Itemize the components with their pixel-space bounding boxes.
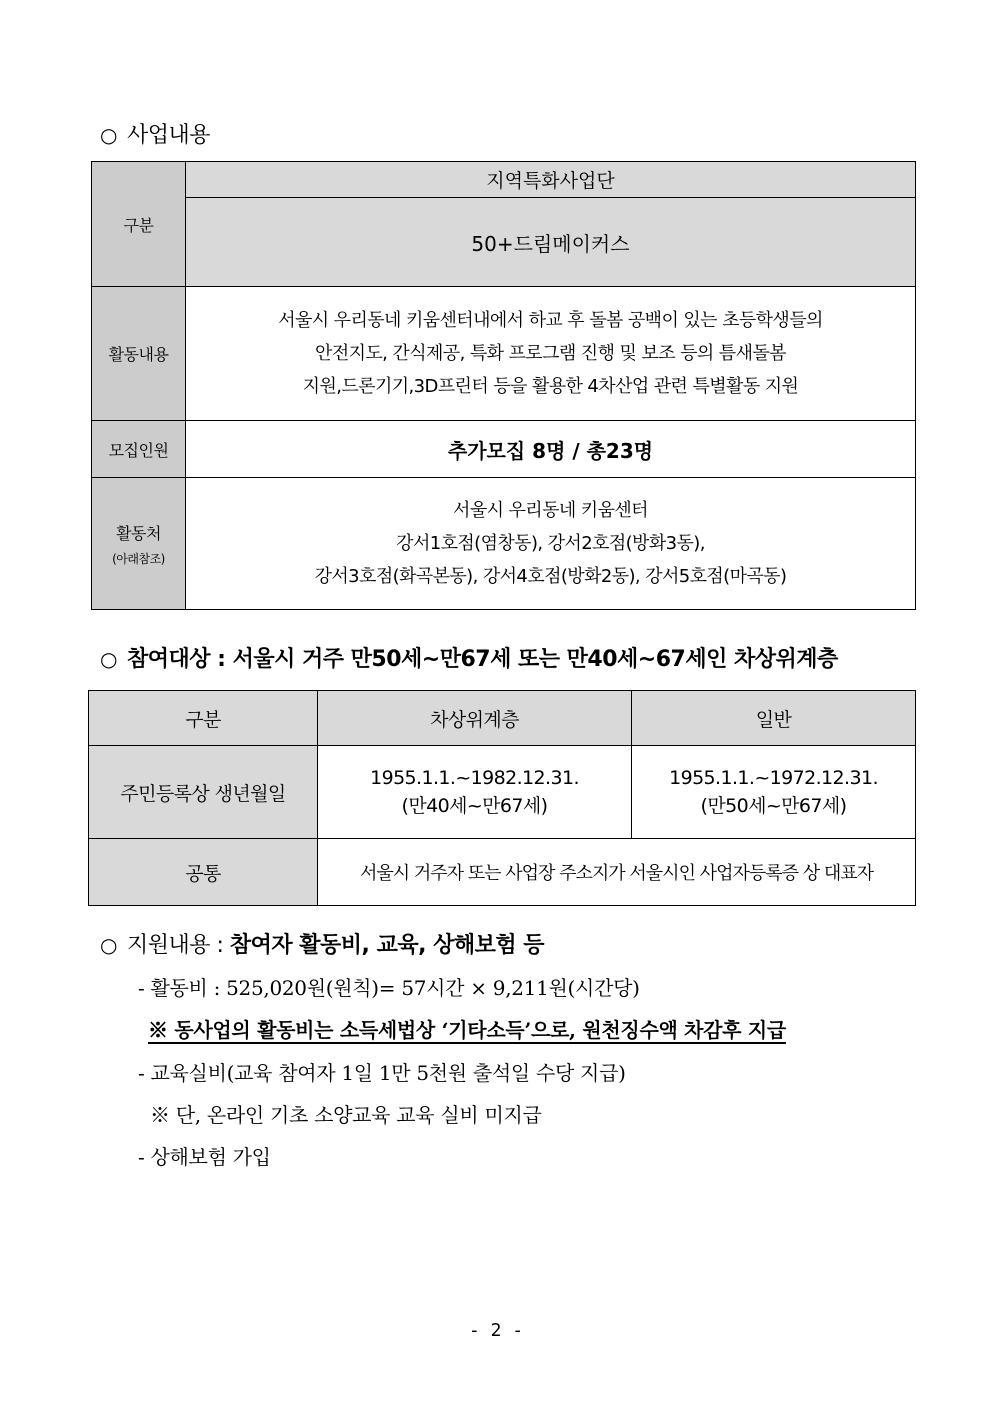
header-low-income: 차상위계층: [318, 691, 632, 746]
common-value: 서울시 거주자 또는 사업장 주소지가 서울시인 사업자등록증 상 대표자: [318, 839, 916, 906]
section-title-business: [100, 118, 210, 149]
activity-line: 안전지도, 간식제공, 특화 프로그램 진행 및 보조 등의 틈새돌봄: [315, 343, 786, 364]
low-income-birth-cell: [318, 746, 632, 839]
section-title-eligibility: [100, 642, 838, 673]
age-range: (만40세~만67세): [401, 795, 548, 817]
page-number: - 2 -: [468, 1320, 524, 1341]
recruitment-label: 모집인원: [92, 421, 186, 478]
business-content-table: [91, 161, 916, 610]
location-line: 서울시 우리동네 키움센터: [453, 500, 648, 521]
header-category: 구분: [89, 691, 318, 746]
location-sublabel: (아래참조): [112, 551, 165, 566]
activity-content-cell: [186, 287, 916, 421]
group-name: 지역특화사업단: [186, 162, 916, 198]
circle-bullet-icon: ○: [100, 647, 117, 671]
age-range: (만50세~만67세): [700, 795, 847, 817]
location-line: 강서3호점(화곡본동), 강서4호점(방화2동), 강서5호점(마곡동): [314, 566, 787, 587]
recruitment-value: 추가모집 8명 / 총23명: [186, 421, 916, 478]
common-label: 공통: [89, 839, 318, 906]
birth-date-label: 주민등록상 생년월일: [89, 746, 318, 839]
education-fee-item: - 교육실비(교육 참여자 1일 1만 5천원 출석일 수당 지급): [138, 1061, 626, 1085]
location-label: 활동처: [116, 523, 161, 543]
online-education-note: ※ 단, 온라인 기초 소양교육 교육 실비 미지급: [150, 1103, 542, 1127]
header-general: 일반: [632, 691, 916, 746]
category-label: 구분: [92, 162, 186, 287]
location-line: 강서1호점(염창동), 강서2호점(방화3동),: [396, 533, 705, 554]
tax-note: ※ 동사업의 활동비는 소득세법상 ‘기타소득’으로, 원천징수액 차감후 지급: [148, 1018, 786, 1042]
activity-fee-item: - 활동비 : 525,020원(원칙)= 57시간 × 9,211원(시간당): [138, 976, 640, 1000]
section-title-support: [100, 928, 544, 959]
general-birth-cell: [632, 746, 916, 839]
program-name: 50+드림메이커스: [186, 198, 916, 287]
section-title-text: 사업내용: [126, 123, 210, 148]
activity-line: 서울시 우리동네 키움센터내에서 하교 후 돌봄 공백이 있는 초등학생들의: [278, 310, 823, 331]
section-title-prefix: 지원내용 :: [126, 933, 230, 958]
location-label-cell: [92, 478, 186, 610]
activity-line: 지원,드론기기,3D프린터 등을 활용한 4차산업 관련 특별활동 지원: [302, 376, 799, 397]
activity-content-label: 활동내용: [92, 287, 186, 421]
insurance-item: - 상해보험 가입: [138, 1145, 271, 1169]
circle-bullet-icon: ○: [100, 123, 117, 147]
eligibility-table: [88, 690, 916, 906]
birth-range: 1955.1.1.~1982.12.31.: [370, 767, 579, 789]
section-title-bold: 참여자 활동비, 교육, 상해보험 등: [229, 933, 545, 958]
location-cell: [186, 478, 916, 610]
section-title-text: 참여대상 : 서울시 거주 만50세~만67세 또는 만40세~67세인 차상위계층: [126, 647, 838, 672]
birth-range: 1955.1.1.~1972.12.31.: [669, 767, 878, 789]
circle-bullet-icon: ○: [100, 933, 117, 957]
